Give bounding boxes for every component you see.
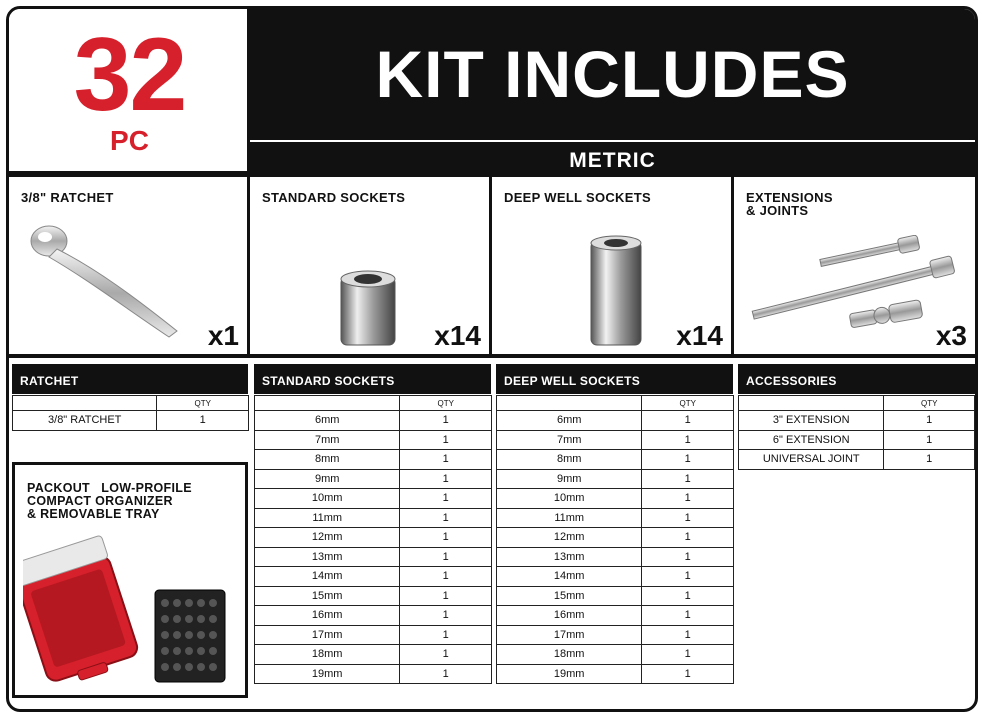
qty-cell: 1 (400, 586, 492, 606)
qty-cell: 1 (642, 664, 734, 684)
item-cell: 12mm (255, 528, 400, 548)
metric-label: METRIC (569, 149, 656, 172)
qty-cell: 1 (157, 411, 249, 431)
qty-cell: 1 (642, 411, 734, 431)
table-row (255, 528, 492, 548)
item-cell: 8mm (255, 450, 400, 470)
table-row (497, 586, 734, 606)
item-cell: 15mm (255, 586, 400, 606)
table-row (497, 430, 734, 450)
table-row (497, 645, 734, 665)
table-row (739, 430, 975, 450)
table-row (497, 625, 734, 645)
item-cell: 10mm (255, 489, 400, 509)
qty-cell: 1 (400, 450, 492, 470)
table-row (497, 508, 734, 528)
qty-cell: 1 (884, 430, 975, 450)
packout-box (12, 462, 248, 698)
qty-cell: 1 (400, 411, 492, 431)
table-row (13, 411, 249, 431)
item-cell: 7mm (255, 430, 400, 450)
item-cell: 8mm (497, 450, 642, 470)
qty-cell: 1 (400, 469, 492, 489)
item-cell: 18mm (497, 645, 642, 665)
item-cell: 14mm (497, 567, 642, 587)
qty-cell: 1 (642, 469, 734, 489)
deep-sockets-table (496, 395, 734, 684)
panel-title: STANDARD SOCKETS (262, 190, 406, 205)
panel-ratchet (9, 174, 250, 354)
qty-cell: 1 (400, 528, 492, 548)
standard-socket-image (338, 269, 398, 349)
item-cell: 6mm (497, 411, 642, 431)
qty-cell: 1 (400, 430, 492, 450)
table-row (739, 450, 975, 470)
panel-standard-sockets (250, 174, 492, 354)
table-row (255, 489, 492, 509)
item-cell: 14mm (255, 567, 400, 587)
kit-title: KIT INCLUDES (375, 37, 850, 111)
accessories-table-header: ACCESSORIES (738, 364, 975, 394)
table-row (255, 411, 492, 431)
table-row (497, 664, 734, 684)
table-row (255, 567, 492, 587)
item-cell: 17mm (255, 625, 400, 645)
qty-cell: 1 (642, 430, 734, 450)
item-cell: 11mm (497, 508, 642, 528)
qty-cell: 1 (642, 625, 734, 645)
qty-cell: 1 (642, 547, 734, 567)
kit-card (6, 6, 978, 712)
accessories-table (738, 395, 975, 470)
qty-cell: 1 (400, 664, 492, 684)
item-cell: 15mm (497, 586, 642, 606)
metric-bar (250, 140, 975, 174)
section-divider (9, 354, 975, 358)
panel-qty: x3 (935, 320, 967, 351)
table-row (497, 547, 734, 567)
item-cell: 19mm (497, 664, 642, 684)
item-cell: 12mm (497, 528, 642, 548)
table-row (497, 606, 734, 626)
qty-cell: 1 (400, 625, 492, 645)
item-cell: 19mm (255, 664, 400, 684)
item-cell: 13mm (497, 547, 642, 567)
qty-header: QTY (884, 396, 975, 411)
panel-qty: x1 (207, 320, 239, 351)
deep-table-header: DEEP WELL SOCKETS (496, 364, 733, 394)
piece-count-box (9, 9, 250, 174)
extensions-image (750, 235, 955, 330)
table-row (739, 411, 975, 431)
table-row (255, 664, 492, 684)
ratchet-table (12, 395, 249, 431)
table-row (497, 528, 734, 548)
qty-cell: 1 (400, 645, 492, 665)
table-row (255, 508, 492, 528)
qty-cell: 1 (642, 450, 734, 470)
qty-cell: 1 (642, 528, 734, 548)
table-row (497, 469, 734, 489)
standard-sockets-table (254, 395, 492, 684)
table-row (255, 645, 492, 665)
item-cell: 16mm (255, 606, 400, 626)
table-row (255, 469, 492, 489)
qty-header: QTY (642, 396, 734, 411)
table-row (255, 606, 492, 626)
piece-count: 32 (73, 17, 186, 133)
qty-cell: 1 (400, 606, 492, 626)
qty-cell: 1 (642, 567, 734, 587)
table-row (255, 586, 492, 606)
qty-cell: 1 (642, 606, 734, 626)
qty-cell: 1 (884, 411, 975, 431)
table-row (497, 450, 734, 470)
item-cell: 11mm (255, 508, 400, 528)
table-row (255, 625, 492, 645)
item-cell: 18mm (255, 645, 400, 665)
item-cell: 16mm (497, 606, 642, 626)
packout-title: PACKOUT LOW-PROFILE COMPACT ORGANIZER & REMOVABLE TRAY (27, 481, 192, 521)
item-cell: 10mm (497, 489, 642, 509)
qty-cell: 1 (642, 508, 734, 528)
panel-extensions (734, 174, 975, 354)
ratchet-table-header: RATCHET (12, 364, 248, 394)
item-cell: 9mm (255, 469, 400, 489)
qty-cell: 1 (642, 586, 734, 606)
item-cell: 13mm (255, 547, 400, 567)
packout-organizer-image (23, 535, 238, 690)
qty-cell: 1 (400, 508, 492, 528)
table-row (497, 411, 734, 431)
item-cell: 6mm (255, 411, 400, 431)
title-bar (250, 9, 975, 140)
panel-qty: x14 (434, 320, 481, 351)
panel-title: 3/8" RATCHET (21, 190, 114, 205)
table-row (497, 567, 734, 587)
table-row (255, 430, 492, 450)
item-cell: 7mm (497, 430, 642, 450)
ratchet-image (27, 219, 192, 339)
qty-cell: 1 (400, 547, 492, 567)
panel-title: EXTENSIONS & JOINTS (746, 190, 833, 218)
table-row (497, 489, 734, 509)
item-cell: 6" EXTENSION (739, 430, 884, 450)
qty-header: QTY (400, 396, 492, 411)
item-cell: 9mm (497, 469, 642, 489)
panel-deep-sockets (492, 174, 734, 354)
table-row (255, 547, 492, 567)
qty-cell: 1 (642, 489, 734, 509)
qty-header: QTY (157, 396, 249, 411)
qty-cell: 1 (400, 489, 492, 509)
deep-socket-image (588, 233, 644, 349)
standard-table-header: STANDARD SOCKETS (254, 364, 491, 394)
qty-cell: 1 (884, 450, 975, 470)
table-row (255, 450, 492, 470)
piece-unit: PC (110, 125, 149, 156)
item-cell: 17mm (497, 625, 642, 645)
item-cell: 3" EXTENSION (739, 411, 884, 431)
qty-cell: 1 (400, 567, 492, 587)
item-cell: UNIVERSAL JOINT (739, 450, 884, 470)
qty-cell: 1 (642, 645, 734, 665)
panel-qty: x14 (676, 320, 723, 351)
panel-title: DEEP WELL SOCKETS (504, 190, 651, 205)
item-cell: 3/8" RATCHET (13, 411, 157, 431)
